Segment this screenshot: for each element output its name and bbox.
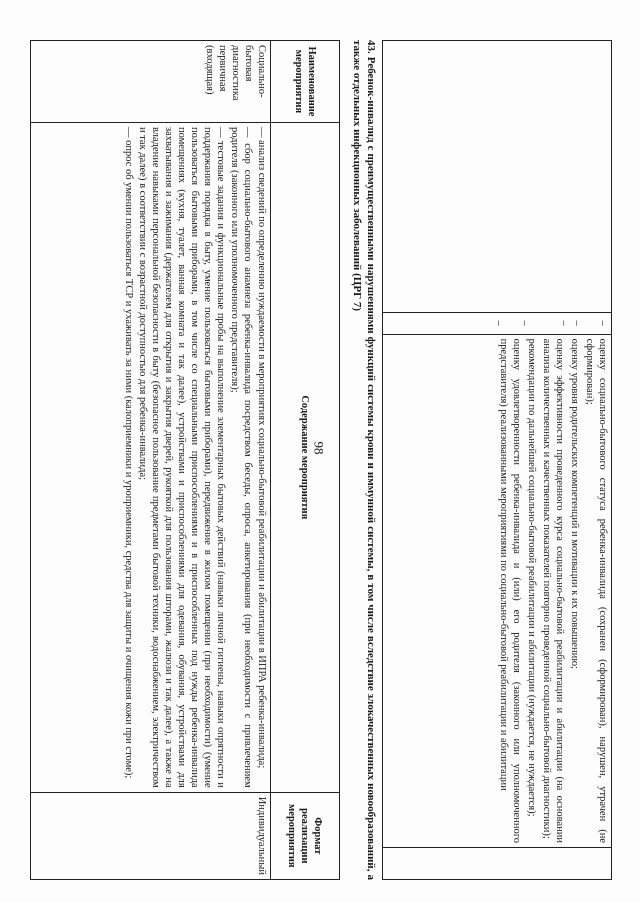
dash-mark: – [558,320,569,326]
list-item: оценку удовлетворенности ребенка-инвалида и (или) его родителя (законного или уполномоченного представителя) реализованными мероприятиями по социально-бытовой реабилитации и абилитации [498,338,522,844]
list-item: оценку уровня родительских компетенций и мотивации к их повышению; [569,338,580,669]
dash-mark: – [597,320,608,326]
table-row [383,41,612,880]
list-item: оценку эффективности проведенного курса социально-бытовой реабилитации и абилитации (на основании анализа количественных и качественных показателей повторно проведенной социально-бытовой диагностики); [541,338,565,844]
content-item: — опрос об умении пользоваться ТСР и ухаживать за ними (калоприемники и уроприемники, средства для защиты и очищения кожи при стоме); [122,126,134,779]
header-content: Содержание мероприятия [270,122,339,792]
list-item: оценку социально-бытового статуса ребенка-инвалида (сохранен (сформирован), нарушен, утрачен (не сформирован); [584,338,608,844]
dash-column [383,312,612,334]
table-row [31,41,271,880]
header-name: Наименование мероприятия [270,41,339,123]
content-item: — анализ сведений по определению нуждаемости в мероприятиях социально-бытовой реабилитации и абилитации в ИПРА ребенка-инвалида; [255,126,267,769]
content-item: — сбор социально-бытового анамнеза ребенка-инвалида посредством беседы, опроса, анкетирования (при необходимости с привлечением родителя (законного или уполномоченного представителя); [228,126,253,788]
activity-content [31,122,271,792]
empty-cell [383,41,612,313]
page-number: 98 [311,441,327,455]
continuation-table [382,40,612,880]
activity-format: Индивидуальный [31,792,271,879]
section-title: 43. Ребенок-инвалид с преимущественными нарушениями функций системы крови и иммунной системы, в том числе вследствие злокачественных новообразований, а также отдельных инфекционных заболеваний (ЦРГ 7) [351,40,377,880]
list-item: рекомендации по дальнейшей социально-бытовой реабилитации и абилитации (нуждается, не нуждается); [526,338,537,817]
empty-cell [383,848,612,880]
content-item: — тестовые задания и функциональные пробы на выполнение элементарных бытовых действий (навыки личной гигиены, навыки опрятности и поддержания порядка в быту, умение пользоваться бытовыми приборами), передвижение в жилом помещении (при необходимости) (умение пользоваться бытовыми приборами, в том числе со специальными приспособлениями и в приспособленных под нужды ребенка-инвалида помещениях (кухня, туалет, ванная комната и так далее), устройствами и приспособлениями для одевания, обувания, устройствами для захватывания и зажимания (держателем для открытия и закрытия дверей, рукояткой для пользования шторами, жалюзи и так далее), а также на владение навыками персональной безопасности в быту (безопасное пользование предметами бытовой техники, водоснабжением, электричеством и так далее) в соответствии с возрастной доступностью для ребенка-инвалида; [136,126,226,788]
header-row [270,41,339,880]
activities-table [30,40,340,880]
activity-name: Социально-бытовая диагностика первичная (входящая) [31,41,271,123]
header-format: Формат реализации мероприятия [270,792,339,879]
dash-mark: – [493,320,504,326]
evaluation-list [383,334,612,847]
dash-mark: – [519,320,530,326]
dash-mark: – [571,320,582,326]
